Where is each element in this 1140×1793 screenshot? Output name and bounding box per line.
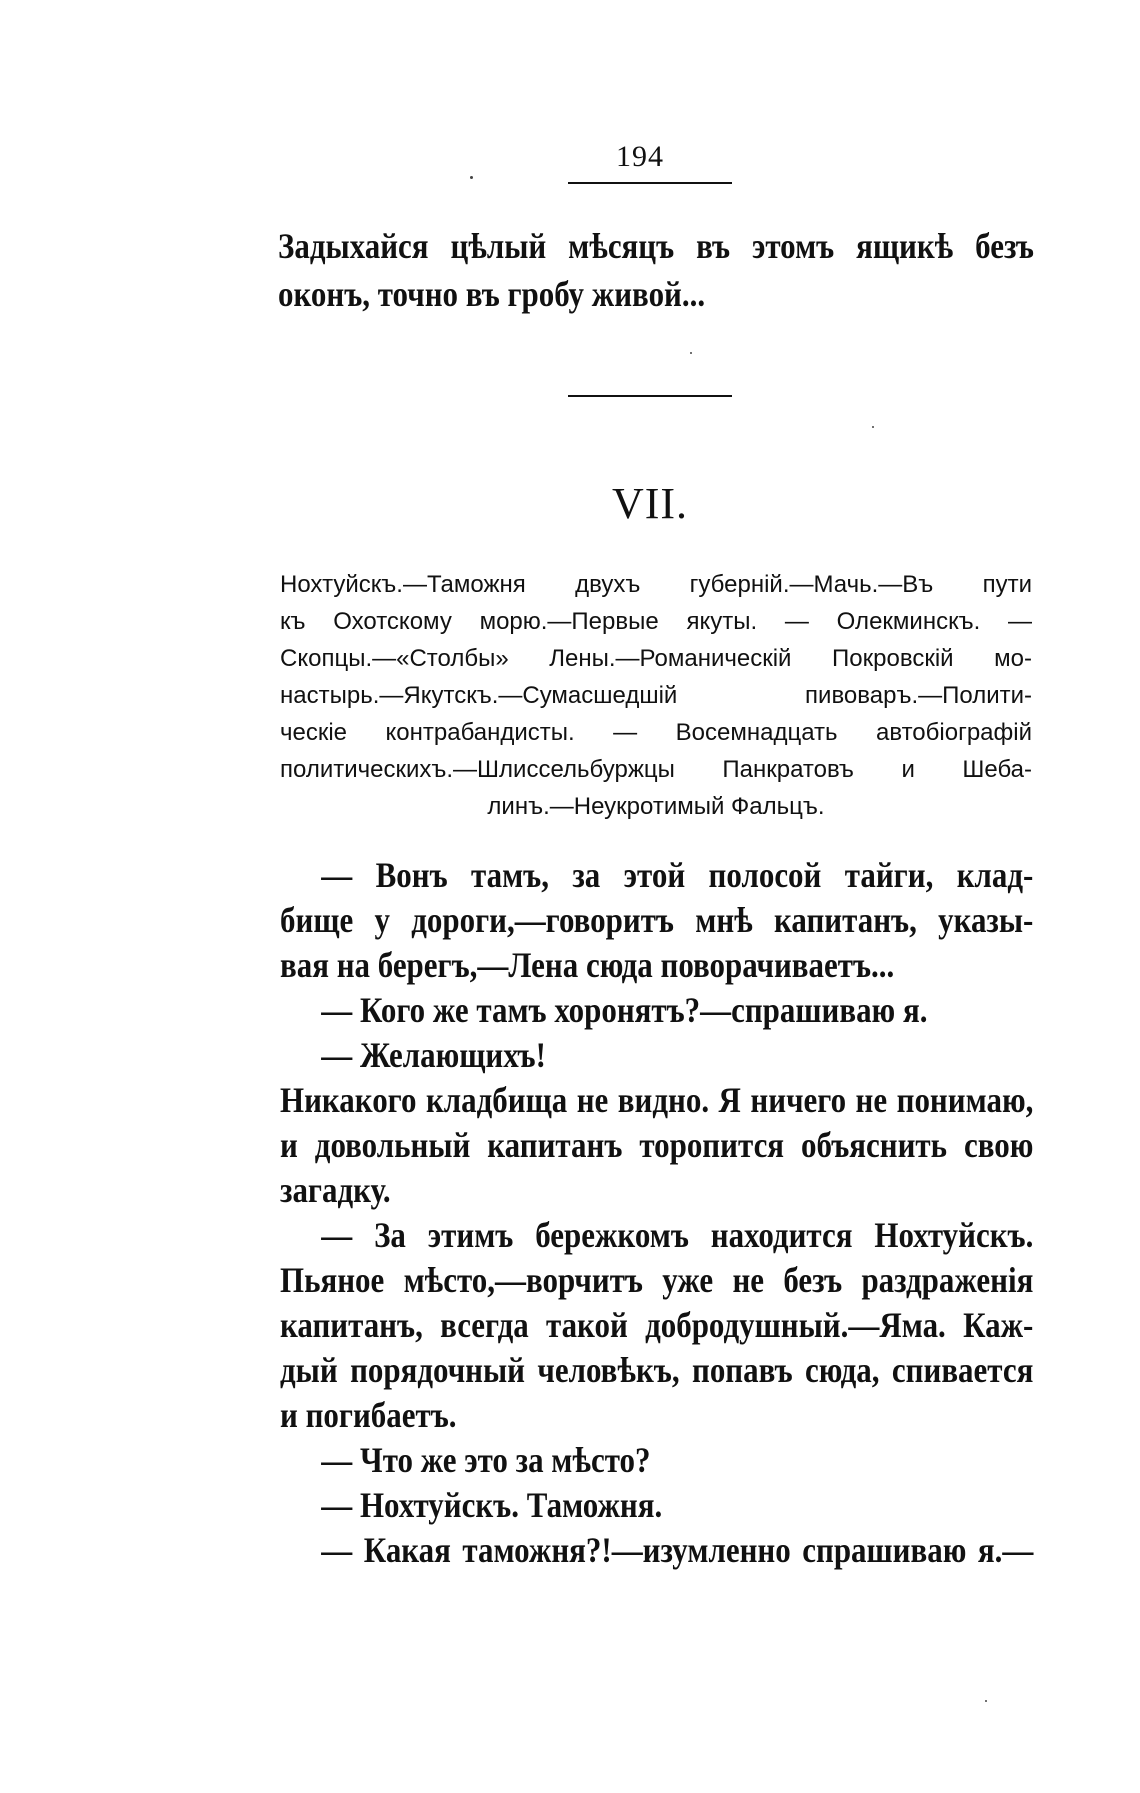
body-line: дый порядочный человѣкъ, попавъ сюда, спивается: [280, 1350, 1034, 1390]
body-text: [280, 853, 1033, 1573]
body-line: — За этимъ бережкомъ находится Нохтуйскъ.: [321, 1215, 1034, 1255]
body-line: капитанъ, всегда такой добродушный.—Яма. Каж-: [280, 1305, 1034, 1345]
chapter-summary: [280, 566, 1032, 825]
page-number-rule: [568, 182, 732, 184]
opening-line: оконъ, точно въ гробу живой...: [278, 274, 706, 314]
body-line: и погибаетъ.: [280, 1395, 457, 1435]
opening-line: Задыхайся цѣлый мѣсяцъ въ этомъ ящикѣ безъ: [278, 226, 1034, 266]
summary-line: линъ.—Неукротимый Фальцъ.: [487, 793, 825, 820]
opening-paragraph: [278, 222, 1034, 318]
summary-line: ческіе контрабандисты. — Восемнадцать автобіографій: [280, 719, 1032, 746]
body-line: Пьяное мѣсто,—ворчитъ уже не безъ раздраженія: [280, 1260, 1034, 1300]
body-line: — Вонъ тамъ, за этой полосой тайги, клад-: [321, 855, 1034, 895]
body-line: — Нохтуйскъ. Таможня.: [321, 1485, 663, 1525]
body-line: — Какая таможня?!—изумленно спрашиваю я.—: [321, 1530, 1034, 1570]
body-line: загадку.: [280, 1170, 391, 1210]
summary-line: политическихъ.—Шлиссельбуржцы Панкратовъ и Шеба-: [280, 756, 1032, 783]
body-line: — Что же это за мѣсто?: [321, 1440, 651, 1480]
body-line: и довольный капитанъ торопится объяснить свою: [280, 1125, 1034, 1165]
chapter-title: VII.: [611, 479, 689, 528]
section-divider: [568, 395, 732, 397]
print-speck: [690, 352, 692, 354]
body-line: — Желающихъ!: [321, 1035, 546, 1075]
body-line: — Кого же тамъ хоронятъ?—спрашиваю я.: [321, 990, 928, 1030]
print-speck: [985, 1700, 987, 1702]
summary-line: Скопцы.—«Столбы» Лены.—Романическій Покровскій мо-: [280, 645, 1032, 672]
body-line: Никакого кладбища не видно. Я ничего не понимаю,: [280, 1080, 1034, 1120]
summary-line: настырь.—Якутскъ.—Сумасшедшій пивоваръ.—Полити-: [280, 682, 1032, 709]
print-speck: [470, 176, 473, 179]
summary-line: Нохтуйскъ.—Таможня двухъ губерній.—Мачь.—Въ пути: [280, 571, 1032, 598]
body-line: вая на берегъ,—Лена сюда поворачиваетъ...: [280, 945, 895, 985]
summary-line: къ Охотскому морю.—Первые якуты. — Олекминскъ. —: [280, 608, 1032, 635]
page-number: 194: [616, 140, 664, 173]
print-speck: [872, 426, 874, 428]
body-line: бище у дороги,—говоритъ мнѣ капитанъ, указы-: [280, 900, 1034, 940]
